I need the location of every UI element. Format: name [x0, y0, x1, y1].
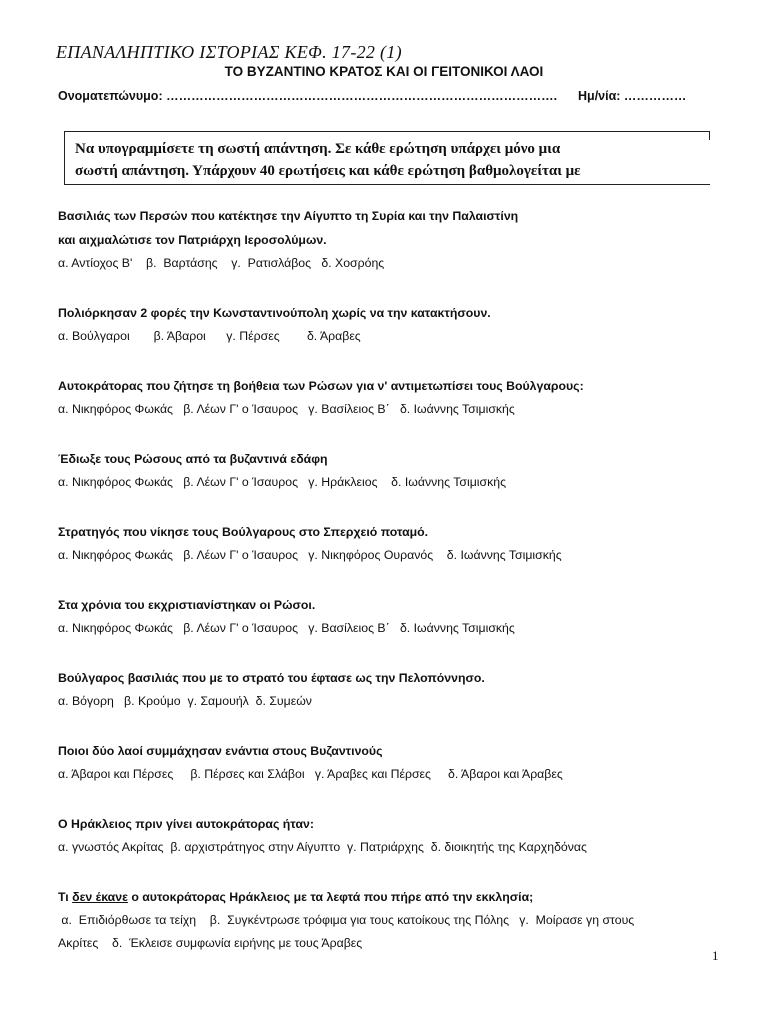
instructions-line-2: σωστή απάντηση. Υπάρχουν 40 ερωτήσεις και κάθε ερώτηση βαθμολογείται με: [75, 163, 581, 179]
question-8: [58, 740, 738, 786]
answer-options[interactable]: α. Επιδιόρθωσε τα τείχη β. Συγκέντρωσε τρόφιμα για τους κατοίκους της Πόλης γ. Μοίρασε γη στους: [58, 913, 635, 927]
question-9: [58, 813, 738, 859]
question-text-continued: και αιχμαλώτισε τον Πατριάρχη Ιεροσολύμων.: [58, 233, 327, 247]
question-text: Στα χρόνια του εκχριστιανίστηκαν οι Ρώσοι.: [58, 598, 316, 612]
date-field-label: Ημ/νία: ……………: [578, 89, 687, 103]
student-info-line: [58, 89, 718, 103]
question-2: [58, 302, 738, 348]
answer-options[interactable]: α. Νικηφόρος Φωκάς β. Λέων Γ' ο Ίσαυρος γ. Νικηφόρος Ουρανός δ. Ιωάννης Τσιμισκής: [58, 548, 562, 562]
question-3: [58, 375, 738, 421]
question-text: Έδιωξε τους Ρώσους από τα βυζαντινά εδάφη: [58, 452, 328, 466]
answer-options[interactable]: α. Νικηφόρος Φωκάς β. Λέων Γ' ο Ίσαυρος γ. Βασίλειος Β΄ δ. Ιωάννης Τσιμισκής: [58, 402, 515, 416]
question-text: Πολιόρκησαν 2 φορές την Κωνσταντινούπολη χωρίς να την κατακτήσουν.: [58, 306, 491, 320]
instructions-line-1: Να υπογραμμίσετε τη σωστή απάντηση. Σε κάθε ερώτηση υπάρχει μόνο μια: [75, 141, 561, 157]
question-text: Ποιοι δύο λαοί συμμάχησαν ενάντια στους Βυζαντινούς: [58, 744, 383, 758]
answer-options-continued[interactable]: Ακρίτες δ. Έκλεισε συμφωνία ειρήνης με τους Άραβες: [58, 936, 363, 950]
answer-options[interactable]: α. Νικηφόρος Φωκάς β. Λέων Γ' ο Ίσαυρος γ. Βασίλειος Β΄ δ. Ιωάννης Τσιμισκής: [58, 621, 515, 635]
question-4: [58, 448, 738, 494]
answer-options[interactable]: α. Βούλγαροι β. Άβαροι γ. Πέρσες δ. Άραβες: [58, 329, 361, 343]
answer-options[interactable]: α. Άβαροι και Πέρσες β. Πέρσες και Σλάβοι γ. Άραβες και Πέρσες δ. Άβαροι και Άραβες: [58, 767, 563, 781]
question-text: Στρατηγός που νίκησε τους Βούλγαρους στο Σπερχειό ποταμό.: [58, 525, 429, 539]
question-10: [58, 886, 738, 955]
question-6: [58, 594, 738, 640]
page-number: 1: [712, 948, 719, 963]
question-5: [58, 521, 738, 567]
question-text: Ο Ηράκλειος πριν γίνει αυτοκράτορας ήταν:: [58, 817, 314, 831]
question-text: Αυτοκράτορας που ζήτησε τη βοήθεια των Ρώσων για ν' αντιμετωπίσει τους Βούλγαρους:: [58, 379, 584, 393]
question-text: Βούλγαρος βασιλιάς που με το στρατό του έφτασε ως την Πελοπόννησο.: [58, 671, 485, 685]
question-7: [58, 667, 738, 713]
answer-options[interactable]: α. Αντίοχος Β' β. Βαρτάσης γ. Ρατισλάβος δ. Χοσρόης: [58, 256, 385, 270]
answer-options[interactable]: α. Βόγορη β. Κρούμο γ. Σαμουήλ δ. Συμεών: [58, 694, 312, 708]
question-text-emphasis: δεν έκανε: [72, 890, 128, 904]
answer-options[interactable]: α. Νικηφόρος Φωκάς β. Λέων Γ' ο Ίσαυρος γ. Ηράκλειος δ. Ιωάννης Τσιμισκής: [58, 475, 507, 489]
question-1: [58, 204, 738, 275]
worksheet-subtitle: ΤΟ ΒΥΖΑΝΤΙΝΟ ΚΡΑΤΟΣ ΚΑΙ ΟΙ ΓΕΙΤΟΝΙΚΟΙ ΛΑΟΙ: [224, 64, 544, 79]
answer-options[interactable]: α. γνωστός Ακρίτας β. αρχιστράτηγος στην Αίγυπτο γ. Πατριάρχης δ. διοικητής της Καρχηδόνας: [58, 840, 587, 854]
question-text: Βασιλιάς των Περσών που κατέκτησε την Αίγυπτο τη Συρία και την Παλαιστίνη: [58, 209, 519, 223]
instructions-box: [64, 131, 710, 185]
question-text-suffix: ο αυτοκράτορας Ηράκλειος με τα λεφτά που πήρε από την εκκλησία;: [127, 890, 534, 904]
worksheet-title: ΕΠΑΝΑΛΗΠΤΙΚΟ ΙΣΤΟΡΙΑΣ ΚΕΦ. 17-22 (1): [56, 42, 402, 62]
name-field-label: Ονοματεπώνυμο: ………………………………………………………………………………….: [58, 89, 558, 103]
question-text: [58, 886, 738, 909]
question-list: [58, 204, 738, 982]
question-text-prefix: Τι: [58, 890, 73, 904]
